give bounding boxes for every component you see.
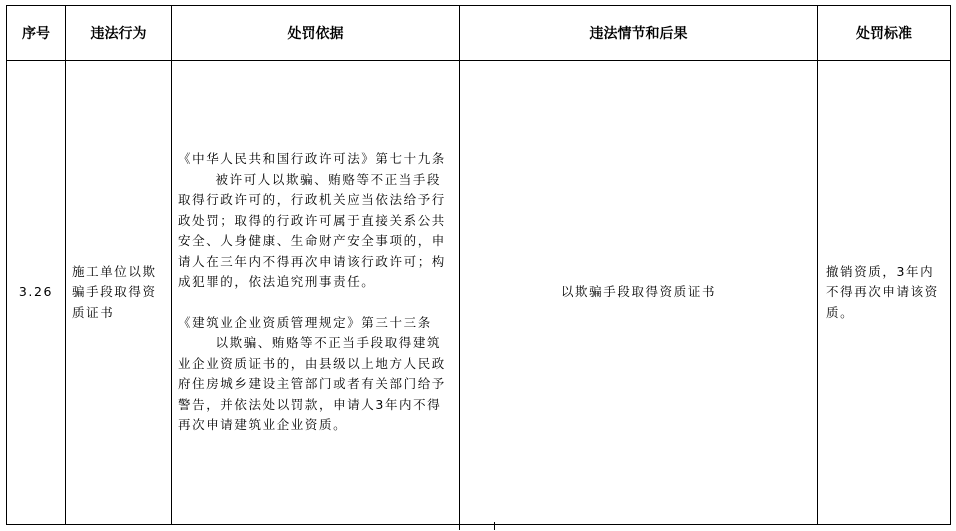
cell-basis [172, 61, 460, 525]
header-standard: 处罚标准 [818, 6, 951, 61]
cell-act: 施工单位以欺骗手段取得资质证书 [66, 61, 172, 525]
cell-standard: 撤销资质，3年内不得再次申请该资质。 [818, 61, 951, 525]
paragraph-gap [178, 293, 453, 313]
penalty-table [6, 5, 951, 525]
header-act: 违法行为 [66, 6, 172, 61]
law1-text: 被许可人以欺骗、贿赂等不正当手段取得行政许可的，行政机关应当依法给予行政处罚；取得的行政许可属于直接关系公共安全、人身健康、生命财产安全事项的，申请人在三年内不得再次申请该行政许可；构成犯罪的，依法追究刑事责任。 [178, 171, 446, 290]
law2-title: 《建筑业企业资质管理规定》第三十三条 [178, 314, 432, 330]
page-break-mark [459, 522, 460, 530]
header-basis: 处罚依据 [172, 6, 460, 61]
cell-seq: 3.26 [7, 61, 66, 525]
law2-text: 以欺骗、贿赂等不正当手段取得建筑业企业资质证书的，由县级以上地方人民政府住房城乡建设主管部门或者有关部门给予警告，并依法处以罚款，申请人3年内不得再次申请建筑业企业资质。 [178, 335, 446, 433]
header-row [7, 6, 951, 61]
cell-consequence: 以欺骗手段取得资质证书 [460, 61, 818, 525]
header-seq: 序号 [7, 6, 66, 61]
law1-title: 《中华人民共和国行政许可法》第七十九条 [178, 151, 446, 167]
header-consequence: 违法情节和后果 [460, 6, 818, 61]
table-row [7, 61, 951, 525]
page-break-mark [494, 522, 495, 530]
